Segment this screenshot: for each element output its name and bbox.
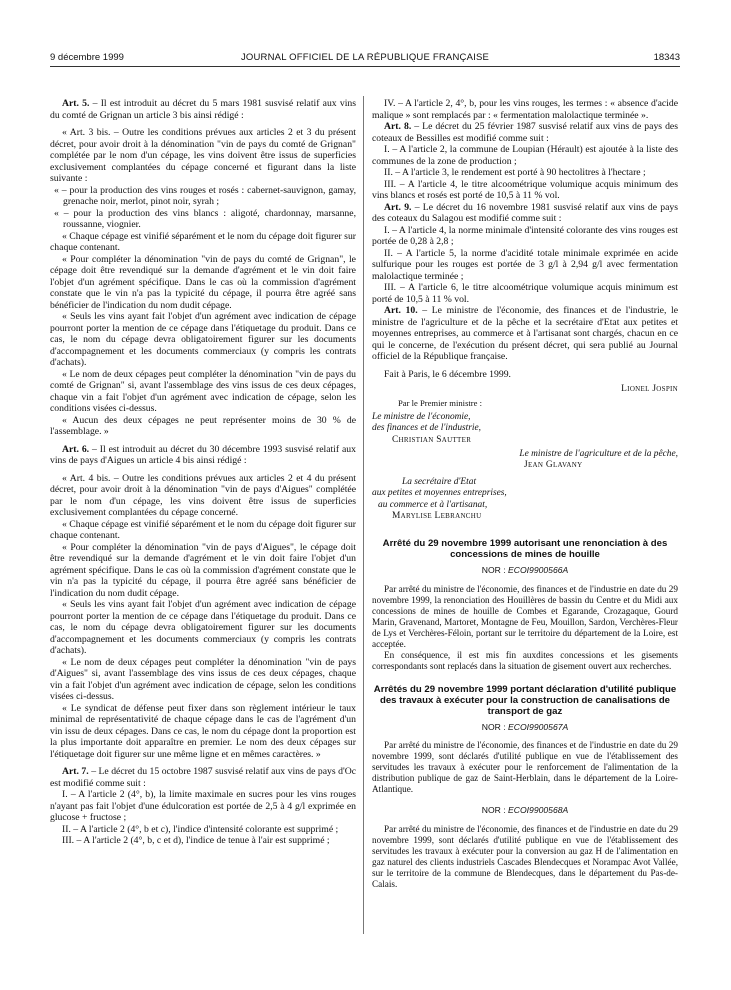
article-5-list-item: « – pour la production des vins blancs : aligoté, chardonnay, marsanne, roussanne, viognier. <box>54 207 356 230</box>
minister-economy-title-line: des finances et de l'industrie, <box>372 423 482 434</box>
article-6-paragraph: « Art. 4 bis. – Outre les conditions prévues aux articles 2 et 4 du présent décret, pour avoir droit à la dénomination "vin de pays d'Aigues" complétée par le nom d'un cépage, les vins doivent être issus de superficies exclusivement complantées du cépage concerné. <box>50 472 356 518</box>
article-5-paragraph: « Art. 3 bis. – Outre les conditions prévues aux articles 2 et 3 du présent décret, pour avoir droit à la dénomination "vin de pays du comté de Grignan" complétée par le nom d'un cépage, les vins doivent être issus de superficies exclusivement complantées du cépage concerné et figurant dans la liste suivante : <box>50 127 356 184</box>
secretary-title-line: La secrétaire d'Etat <box>402 476 477 487</box>
secretary-title-line: au commerce et à l'artisanat, <box>378 499 488 510</box>
article-9-item: III. – A l'article 6, le titre alcoométrique volumique acquis minimum est porté de 10,5 à 11 % vol. <box>372 282 678 305</box>
article-5-paragraph: « Chaque cépage est vinifié séparément et le nom du cépage doit figurer sur chaque contenant. <box>50 230 357 253</box>
article-5-intro <box>50 98 356 121</box>
article-8-label: Art. 8. <box>384 121 412 132</box>
right-column <box>372 98 678 890</box>
journal-title: JOURNAL OFFICIEL DE LA RÉPUBLIQUE FRANÇAISE <box>240 52 490 63</box>
article-5-list-item: « – pour la production des vins rouges et rosés : cabernet-sauvignon, gamay, grenache noir, merlot, pinot noir, syrah ; <box>54 184 356 207</box>
nor-code: ECOI9900567A <box>508 721 569 732</box>
secretary-title <box>372 488 678 499</box>
article-10 <box>372 305 678 363</box>
minister-economy-title-line: Le ministre de l'économie, <box>372 411 471 422</box>
article-7-item: III. – A l'article 2 (4°, b, c et d), l'indice de tenue à l'air est supprimé ; <box>62 835 330 846</box>
article-9-intro <box>372 202 678 225</box>
article-8-intro <box>372 121 678 144</box>
article-9-intro-text: – Le décret du 16 novembre 1981 susvisé relatif aux vins de pays des coteaux du Salagou est modifié comme suit : <box>372 201 679 224</box>
nor-label: NOR : <box>481 805 506 816</box>
article-8-item: II. – A l'article 3, le rendement est porté à 90 hectolitres à l'hectare ; <box>384 167 646 178</box>
decree-paragraph: En conséquence, il est mis fin auxdites concessions et les gisements correspondants sont replacés dans la situation de gisement ouvert aux recherches. <box>372 649 678 671</box>
article-6-paragraph: « Chaque cépage est vinifié séparément et le nom du cépage doit figurer sur chaque contenant. <box>50 518 357 541</box>
nor-reference <box>372 805 678 817</box>
article-5-label: Art. 5. <box>62 98 90 109</box>
article-6-paragraph: « Le syndicat de défense peut fixer dans son règlement intérieur le taux minimal de représentativité de chaque cépage dans le cas de l'agrément d'un vin issu de deux cépages. Dans ce cas, le nom du cépage dont la proportion est la plus importante doit apparaître en premier. Le nom des deux cépages sur l'étiquetage doit figurer sur une même ligne et en mêmes caractères. » <box>50 702 356 760</box>
minister-economy-title <box>372 423 678 434</box>
article-9-item: I. – A l'article 4, la norme minimale d'intensité colorante des vins rouges est portée de 0,28 à 2,8 ; <box>372 224 678 247</box>
secretary-name: Marylise Lebranchu <box>392 511 482 522</box>
minister-agriculture-name: Jean Glavany <box>524 460 583 471</box>
article-6-paragraph: « Seuls les vins ayant fait l'objet d'un agrément avec indication de cépage pourront porter la mention de ce cépage dans l'étiquetage du produit. Dans ce cas, le nom du cépage devra obligatoirement figurer sur les documents d'accompagnement et les documents commerciaux (y compris les contrats d'achats). <box>50 599 356 656</box>
nor-reference <box>372 565 678 577</box>
article-6-intro <box>50 444 356 467</box>
article-5-intro-text: – Il est introduit au décret du 5 mars 1981 susvisé relatif aux vins du comté de Grignan un article 3 bis ainsi rédigé : <box>50 98 357 121</box>
article-8-item: I. – A l'article 2, la commune de Loupian (Hérault) est ajoutée à la liste des communes de la zone de production ; <box>372 144 678 167</box>
article-6-label: Art. 6. <box>62 443 90 455</box>
secretary-title <box>372 477 678 488</box>
article-8-item: III. – A l'article 4, le titre alcoométrique volumique acquis minimum des vins blancs et rosés est porté de 10,5 à 11 % vol. <box>372 178 678 201</box>
running-header <box>50 52 680 66</box>
secretary-title <box>372 500 678 511</box>
minister-economy-name: Christian Sautter <box>392 434 472 445</box>
article-9-item: II. – A l'article 5, la norme d'acidité totale minimale exprimée en acide sulfurique pour les rouges est portée de 3 g/l à 2,94 g/l avec fermentation malolactique terminée ; <box>372 247 678 282</box>
article-5-paragraph: « Pour compléter la dénomination "vin de pays du comté de Grignan", le cépage doit être revendiqué sur la demande d'agrément et le vin doit faire l'objet d'un agrément spécifique. Dans le cas où la commission d'agrément constate que le vin n'a pas la typicité du cépage, il pourra être agréé sans bénéficier de l'indication du nom dudit cépage. <box>50 253 356 311</box>
article-6-intro-text: – Il est introduit au décret du 30 décembre 1993 susvisé relatif aux vins de pays d'Aigues un article 4 bis ainsi rédigé : <box>50 443 356 466</box>
article-5-paragraph: « Le nom de deux cépages peut compléter la dénomination "vin de pays du comté de Grignan" si, avant l'assemblage des vins issus de ces deux cépages, chaque vin a fait l'objet d'un agrément avec indication de cépage, selon les conditions visées ci-dessus. <box>50 368 356 414</box>
nor-label: NOR : <box>481 565 506 576</box>
article-6-paragraph: « Le nom de deux cépages peut compléter la dénomination "vin de pays d'Aigues" si, avant l'assemblage des vins issus de ces deux cépages, chaque vin a fait l'objet d'un agrément avec indication de cépage, selon les conditions visées ci-dessus. <box>50 656 356 702</box>
nor-reference <box>372 722 678 734</box>
minister-economy-title <box>372 412 678 423</box>
article-7-intro-text: – Le décret du 15 octobre 1987 susvisé relatif aux vins de pays d'Oc est modifié comme suit : <box>50 766 357 789</box>
article-7-item: I. – A l'article 2 (4°, b), la limite maximale en sucres pour les vins rouges n'ayant pas fait l'objet d'une édulcoration est portée de 2,5 à 4 g/l exprimée en glucose + fructose ; <box>50 789 356 823</box>
prime-minister-name: Lionel Jospin <box>621 384 678 394</box>
minister-agriculture-title <box>372 449 678 460</box>
decree-title: Arrêté du 29 novembre 1999 autorisant une renonciation à des concessions de mines de houille <box>382 538 668 561</box>
left-column <box>50 98 356 847</box>
header-rule <box>50 66 680 67</box>
nor-code: ECOI9900568A <box>508 805 569 816</box>
article-9-label: Art. 9. <box>384 201 412 213</box>
nor-label: NOR : <box>481 721 506 732</box>
article-7-label: Art. 7. <box>62 766 89 777</box>
column-divider <box>363 96 364 934</box>
article-5-paragraph: « Aucun des deux cépages ne peut représenter moins de 30 % de l'assemblage. » <box>50 414 356 437</box>
article-7-item: II. – A l'article 2 (4°, b et c), l'indice d'intensité colorante est supprimé ; <box>62 823 339 835</box>
nor-code: ECOI9900566A <box>508 565 569 576</box>
header-date: 9 décembre 1999 <box>50 52 124 63</box>
decree-paragraph: Par arrêté du ministre de l'économie, des finances et de l'industrie en date du 29 novembre 1999, la renonciation des Houillères de bassin du Centre et du Midi aux concessions de mines de houille de Combes et Egarande, Crozagaque, Gourd Marin, Gravenand, Martoret, Montagne de Feu, Mouillon, Sardon, Verchères-Fleur de Lys et Verchères-Féloin, portant sur le territoire du département de la Loire, est acceptée. <box>372 583 678 649</box>
article-6-paragraph: « Pour compléter la dénomination "vin de pays d'Aigues", le cépage doit être revendiqué sur la demande d'agrément et le vin doit faire l'objet d'un agrément spécifique. Dans le cas où la commission d'agrément constate que le vin n'a pas la typicité du cépage, il pourra être agréé sans bénéficier de l'indication du nom dudit cépage. <box>50 541 356 599</box>
article-10-label: Art. 10. <box>384 305 418 316</box>
decree-paragraph: Par arrêté du ministre de l'économie, des finances et de l'industrie en date du 29 novembre 1999, sont déclarés d'utilité publique en vue de l'établissement des servitudes les travaux à exécuter pour la conversion au gaz H de l'alimentation en gaz naturel des clients industriels Cascades Blendecques et Norampac Avot Vallée, sur le territoire de la commune de Blendecques, dans le département du Pas-de-Calais. <box>372 823 678 889</box>
article-7-intro <box>50 766 356 789</box>
signature-date: Fait à Paris, le 6 décembre 1999. <box>384 368 511 380</box>
article-5-paragraph: « Seuls les vins ayant fait l'objet d'un agrément avec indication de cépage pourront porter la mention de ce cépage dans l'étiquetage du produit. Dans ce cas, le nom du cépage devra obligatoirement figurer sur les documents d'accompagnement et les documents commerciaux (y compris les contrats d'achats). <box>50 311 356 368</box>
minister-agriculture-title-line: Le ministre de l'agriculture et de la pêche, <box>519 449 678 460</box>
decree-paragraph: Par arrêté du ministre de l'économie, des finances et de l'industrie en date du 29 novembre 1999, sont déclarés d'utilité publique en vue de l'établissement des servitudes les travaux à exécuter pour le renforcement de l'alimentation de la distribution publique de gaz de Saint-Herblain, dans le département de la Loire-Atlantique. <box>372 740 678 795</box>
prime-minister-caption: Par le Premier ministre : <box>398 398 483 409</box>
secretary-title-line: aux petites et moyennes entreprises, <box>372 488 507 499</box>
article-10-text: – Le ministre de l'économie, des finances et de l'industrie, le ministre de l'agriculture et de la pêche et la secrétaire d'Etat aux petites et moyennes entreprises, au commerce et à l'artisanat sont chargés, chacun en ce qui le concerne, de l'exécution du présent décret, qui sera publié au Journal officiel de la République française. <box>372 305 678 362</box>
page-number: 18343 <box>653 52 680 63</box>
decree-title: Arrêtés du 29 novembre 1999 portant déclaration d'utilité publique des travaux à exécuter pour la construction de canalisations de transport de gaz <box>373 683 677 717</box>
article-8-intro-text: – Le décret du 25 février 1987 susvisé relatif aux vins de pays des coteaux de Bessilles est modifié comme suit : <box>372 121 678 144</box>
article-7-item: IV. – A l'article 2, 4°, b, pour les vins rouges, les termes : « absence d'acide malique » sont remplacés par : « fermentation malolactique terminée ». <box>372 98 678 121</box>
